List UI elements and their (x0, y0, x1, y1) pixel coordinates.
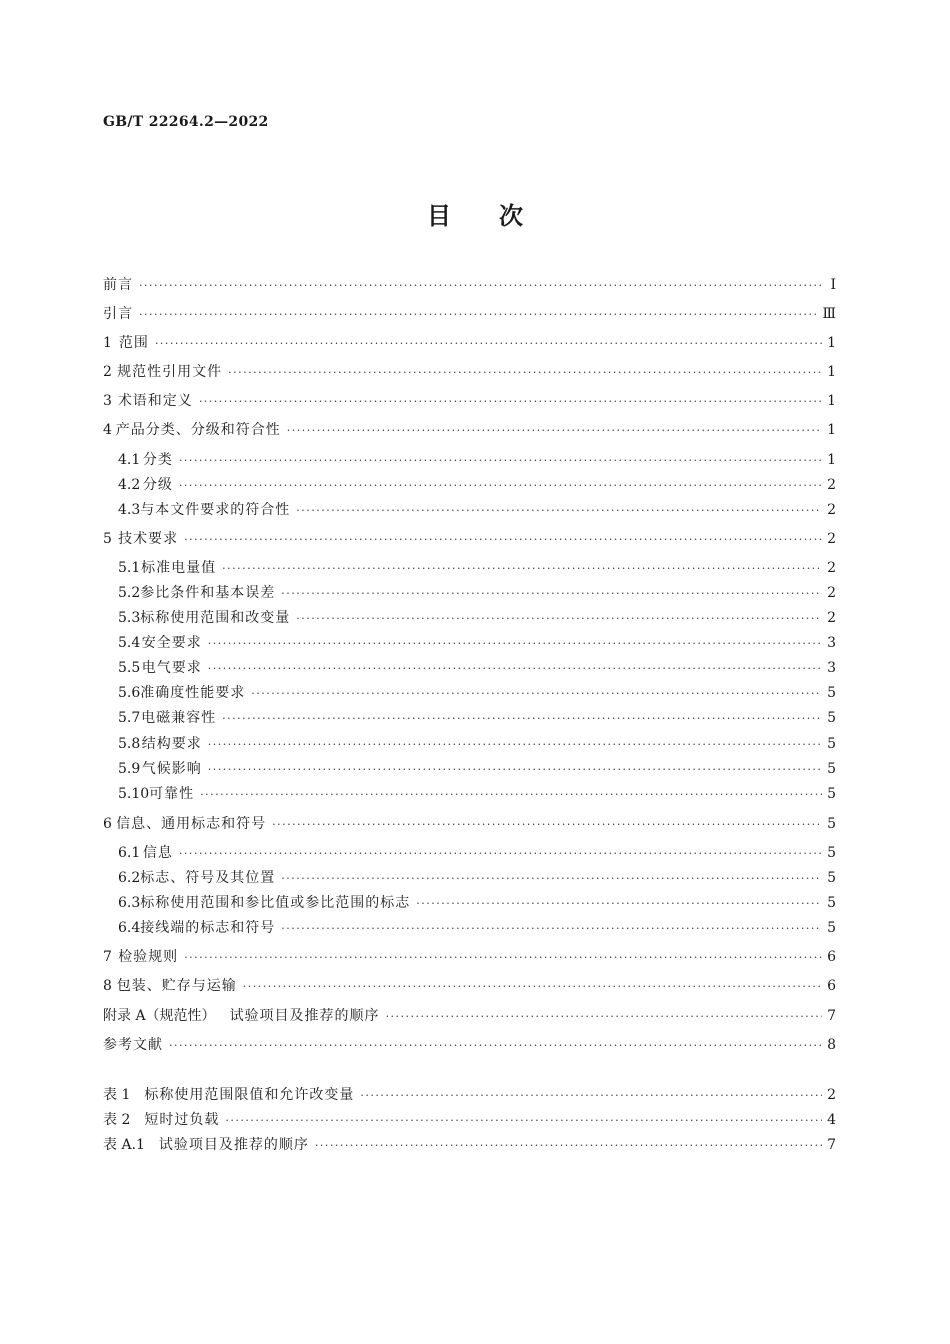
leader-dots (281, 920, 822, 938)
toc-entry-bibliography[interactable] (103, 1036, 836, 1055)
toc-title-char-1: 目 (427, 202, 451, 230)
toc-entry-label: 结构要求 (141, 736, 202, 752)
toc-entry-5-10[interactable] (118, 785, 836, 804)
toc-entry-number: 5.1 (118, 560, 141, 576)
toc-entry-page: 5 (827, 816, 836, 832)
leader-dots (222, 710, 822, 728)
leader-dots (199, 393, 822, 411)
leader-dots (360, 1087, 822, 1105)
toc-entry-number: 5 (103, 531, 112, 547)
leader-dots (416, 895, 822, 913)
toc-entry-4-2[interactable] (118, 476, 836, 495)
toc-entry-label: 分级 (142, 477, 173, 493)
toc-entry-page: 5 (827, 845, 836, 861)
table-entry-label: 标称使用范围限值和允许改变量 (144, 1087, 355, 1103)
toc-entry-8[interactable] (103, 977, 836, 996)
toc-entry-page: 6 (827, 949, 836, 965)
toc-entry-introduction[interactable] (103, 305, 836, 324)
toc-entry-label: 电磁兼容性 (141, 710, 217, 726)
toc-entry-label: 试验项目及推荐的顺序 (229, 1008, 380, 1024)
table-entry-number: 表 A.1 (103, 1137, 145, 1153)
toc-entry-5-8[interactable] (118, 735, 836, 754)
toc-entry-label: 参考文献 (103, 1037, 163, 1053)
toc-entry-label: 可靠性 (149, 786, 195, 802)
table-entry-label: 短时过负载 (144, 1112, 220, 1128)
toc-entry-page: 5 (827, 685, 836, 701)
toc-entry-label: 分类 (142, 452, 173, 468)
leader-dots (287, 422, 822, 440)
toc-entry-number: 6 (103, 816, 112, 832)
toc-entry-5-4[interactable] (118, 634, 836, 653)
toc-entry-page: 2 (827, 610, 836, 626)
toc-entry-6-2[interactable] (118, 869, 836, 888)
toc-entry-label: 标志、符号及其位置 (140, 870, 276, 886)
toc-entry-page: 6 (827, 978, 836, 994)
toc-entry-page: 5 (827, 710, 836, 726)
toc-entry-page: 5 (827, 736, 836, 752)
toc-entry-number: 4.3 (118, 502, 141, 518)
toc-entry-label: 信息、通用标志和符号 (116, 816, 267, 832)
toc-entry-label: 包装、贮存与运输 (116, 978, 237, 994)
table-entry-page: 2 (827, 1087, 836, 1103)
toc-entry-label: 准确度性能要求 (140, 685, 246, 701)
leader-dots (184, 949, 822, 967)
toc-title-char-2: 次 (499, 202, 523, 230)
table-list-entry-1[interactable] (103, 1086, 836, 1105)
toc-entry-page: 2 (827, 560, 836, 576)
toc-entry-page: 5 (827, 870, 836, 886)
table-entry-page: 7 (827, 1137, 836, 1153)
toc-entry-number: 5.6 (118, 685, 141, 701)
toc-entry-number: 6.2 (118, 870, 141, 886)
toc-entry-page: 3 (827, 660, 836, 676)
table-entry-number: 表 2 (103, 1112, 131, 1128)
toc-entry-3[interactable] (103, 392, 836, 411)
toc-entry-page: 1 (827, 452, 836, 468)
toc-entry-number: 7 (103, 949, 112, 965)
leader-dots (200, 786, 822, 804)
toc-entry-page: 1 (827, 393, 836, 409)
toc-entry-5-6[interactable] (118, 684, 836, 703)
leader-dots (281, 585, 822, 603)
toc-entry-7[interactable] (103, 948, 836, 967)
table-list-entry-2[interactable] (103, 1111, 836, 1130)
leader-dots (243, 978, 822, 996)
toc-entry-foreword[interactable] (103, 276, 836, 295)
leader-dots (225, 1112, 822, 1130)
table-entry-page: 4 (827, 1112, 836, 1128)
toc-entry-5-5[interactable] (118, 659, 836, 678)
leader-dots (139, 277, 822, 295)
toc-entry-label: 接线端的标志和符号 (140, 920, 276, 936)
toc-entry-page: 1 (827, 422, 836, 438)
toc-entry-6-1[interactable] (118, 844, 836, 863)
leader-dots (281, 870, 822, 888)
toc-entry-page: 2 (827, 477, 836, 493)
toc-entry-label: 与本文件要求的符合性 (140, 502, 291, 518)
leader-dots (179, 452, 822, 470)
toc-entry-5-9[interactable] (118, 760, 836, 779)
toc-entry-label: 引言 (103, 306, 133, 322)
toc-entry-number: 5.10 (118, 786, 150, 802)
toc-entry-4-3[interactable] (118, 501, 836, 520)
toc-entry-label: 标称使用范围和参比值或参比范围的标志 (140, 895, 411, 911)
toc-entry-6[interactable] (103, 815, 836, 834)
toc-entry-label: 前言 (103, 277, 133, 293)
toc-entry-number: 1 (103, 335, 112, 351)
toc-entry-number: 5.9 (118, 761, 141, 777)
toc-entry-4-1[interactable] (118, 451, 836, 470)
toc-entry-label: 安全要求 (141, 635, 202, 651)
leader-dots (179, 845, 822, 863)
toc-entry-number: 4.2 (118, 477, 141, 493)
toc-entry-number: 附录 A（规范性） (103, 1008, 216, 1024)
leader-dots (179, 477, 822, 495)
toc-entry-page: 1 (827, 364, 836, 380)
leader-dots (169, 1037, 822, 1055)
toc-entry-page: 5 (827, 786, 836, 802)
toc-entry-page: 2 (827, 585, 836, 601)
toc-entry-page: 8 (827, 1037, 836, 1053)
toc-entry-appendix-a[interactable] (103, 1007, 836, 1026)
leader-dots (315, 1137, 822, 1155)
leader-dots (222, 560, 822, 578)
toc-entry-label: 电气要求 (141, 660, 202, 676)
toc-entry-page: Ⅲ (822, 306, 836, 322)
leader-dots (208, 635, 822, 653)
toc-entry-5-1[interactable] (118, 559, 836, 578)
toc-entry-page: Ⅰ (830, 277, 836, 293)
toc-entry-label: 气候影响 (141, 761, 202, 777)
document-code: GB/T 22264.2—2022 (103, 114, 269, 130)
leader-dots (208, 736, 822, 754)
toc-entry-4[interactable] (103, 421, 836, 440)
toc-entry-1[interactable] (103, 334, 836, 353)
toc-entry-label: 术语和定义 (117, 393, 193, 409)
toc-entry-label: 规范性引用文件 (117, 364, 223, 380)
toc-entry-number: 6.4 (118, 920, 141, 936)
toc-entry-number: 4 (103, 422, 112, 438)
toc-entry-number: 6.3 (118, 895, 141, 911)
toc-entry-number: 4.1 (118, 452, 141, 468)
table-entry-label: 试验项目及推荐的顺序 (158, 1137, 309, 1153)
leader-dots (228, 364, 822, 382)
leader-dots (296, 502, 822, 520)
toc-entry-page: 7 (827, 1008, 836, 1024)
table-entry-number: 表 1 (103, 1087, 131, 1103)
toc-entry-label: 产品分类、分级和符合性 (115, 422, 281, 438)
toc-entry-5-2[interactable] (118, 584, 836, 603)
toc-entry-label: 信息 (142, 845, 173, 861)
toc-entry-6-4[interactable] (118, 919, 836, 938)
toc-entry-number: 6.1 (118, 845, 141, 861)
toc-entry-page: 5 (827, 895, 836, 911)
toc-entry-page: 2 (827, 502, 836, 518)
toc-entry-2[interactable] (103, 363, 836, 382)
leader-dots (296, 610, 822, 628)
toc-entry-page: 1 (827, 335, 836, 351)
toc-entry-5[interactable] (103, 530, 836, 549)
toc-entry-page: 2 (827, 531, 836, 547)
toc-entry-number: 5.3 (118, 610, 141, 626)
toc-entry-label: 检验规则 (118, 949, 179, 965)
toc-entry-number: 5.8 (118, 736, 141, 752)
leader-dots (139, 306, 818, 324)
toc-entry-number: 8 (103, 978, 112, 994)
toc-entry-page: 5 (827, 761, 836, 777)
leader-dots (184, 531, 822, 549)
toc-entry-number: 5.4 (118, 635, 141, 651)
toc-title (0, 196, 950, 231)
leader-dots (208, 660, 822, 678)
toc-entry-label: 标准电量值 (141, 560, 217, 576)
toc-entry-number: 5.7 (118, 710, 141, 726)
table-list-entry-a1[interactable] (103, 1136, 836, 1155)
toc-entry-label: 技术要求 (118, 531, 179, 547)
leader-dots (272, 816, 822, 834)
toc-entry-page: 5 (827, 920, 836, 936)
toc-entry-6-3[interactable] (118, 894, 836, 913)
toc-entry-number: 3 (103, 393, 112, 409)
leader-dots (155, 335, 822, 353)
toc-entry-label: 范围 (118, 335, 149, 351)
toc-entry-number: 2 (103, 364, 112, 380)
toc-entry-5-3[interactable] (118, 609, 836, 628)
toc-entry-number: 5.2 (118, 585, 141, 601)
leader-dots (208, 761, 822, 779)
leader-dots (386, 1008, 822, 1026)
toc-entry-5-7[interactable] (118, 709, 836, 728)
toc-entry-number: 5.5 (118, 660, 141, 676)
toc-entry-label: 参比条件和基本误差 (140, 585, 276, 601)
toc-entry-label: 标称使用范围和改变量 (140, 610, 291, 626)
toc-entry-page: 3 (827, 635, 836, 651)
leader-dots (251, 685, 822, 703)
